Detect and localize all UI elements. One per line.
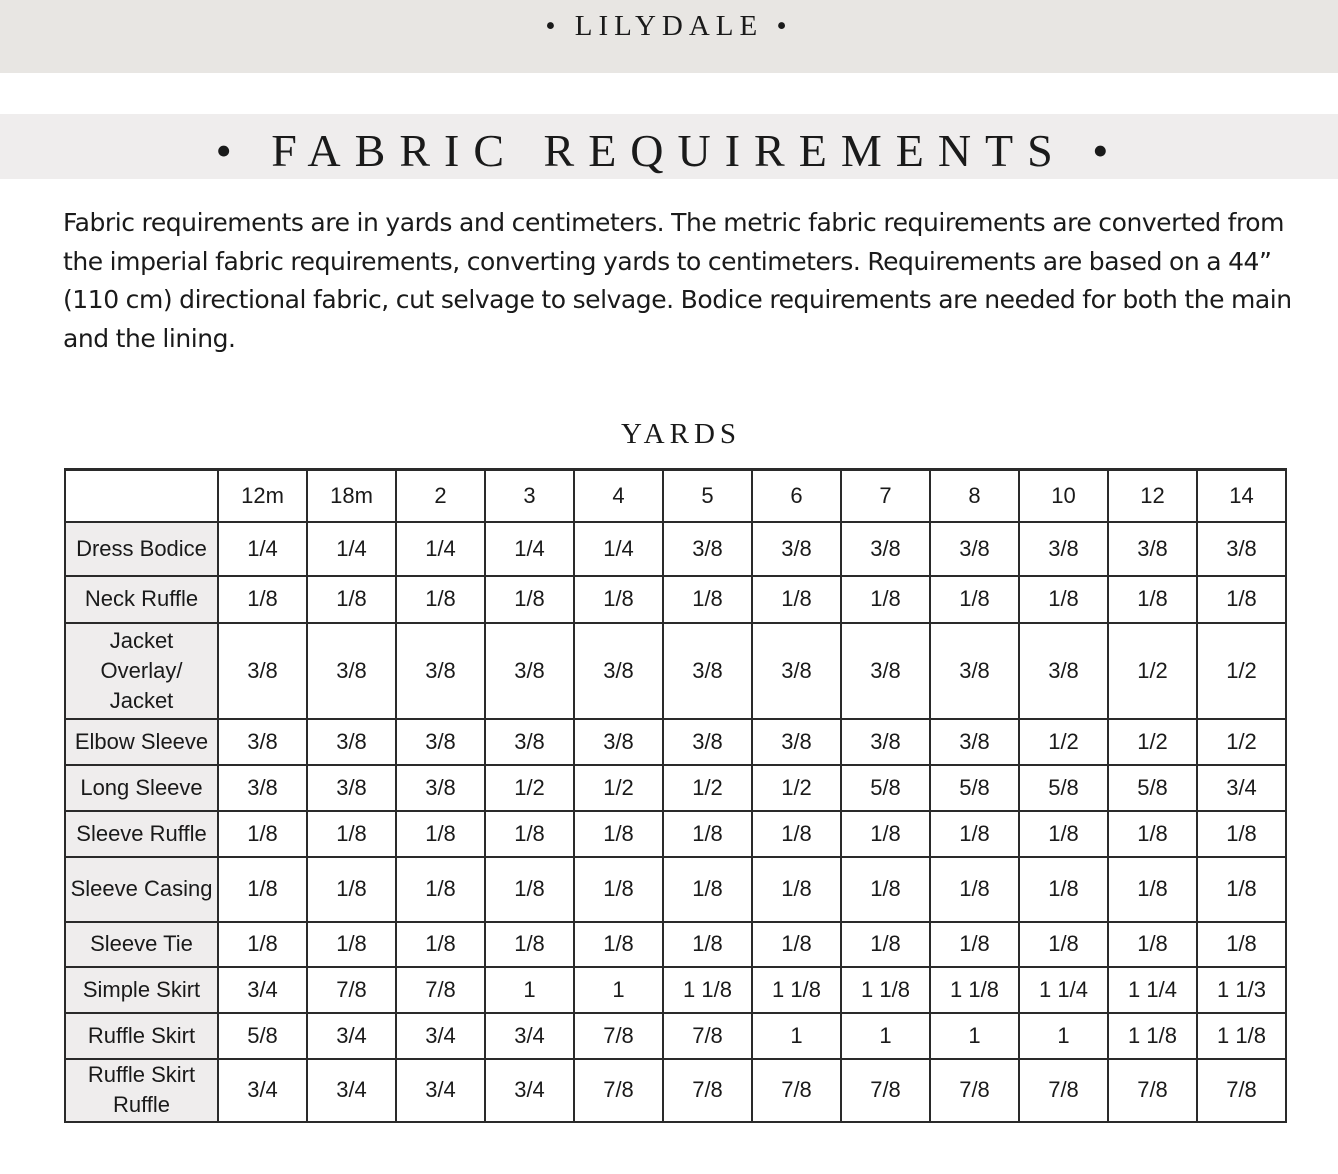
yardage-cell: 7/8 bbox=[841, 1059, 930, 1122]
yardage-cell: 1/8 bbox=[1019, 857, 1108, 922]
yardage-cell: 3/8 bbox=[930, 719, 1019, 765]
yardage-cell: 1/8 bbox=[574, 857, 663, 922]
yardage-cell: 1/8 bbox=[396, 576, 485, 623]
yardage-cell: 3/8 bbox=[396, 623, 485, 719]
yardage-cell: 1/8 bbox=[396, 922, 485, 967]
yardage-cell: 3/8 bbox=[930, 522, 1019, 576]
yardage-cell: 5/8 bbox=[1019, 765, 1108, 811]
yardage-cell: 7/8 bbox=[1108, 1059, 1197, 1122]
size-header-cell: 12m bbox=[218, 470, 307, 522]
yardage-cell: 3/4 bbox=[218, 1059, 307, 1122]
garment-piece-label: Sleeve Ruffle bbox=[65, 811, 218, 857]
yardage-cell: 1/8 bbox=[841, 922, 930, 967]
yardage-cell: 1/2 bbox=[1019, 719, 1108, 765]
yardage-cell: 3/8 bbox=[663, 623, 752, 719]
size-header-cell: 12 bbox=[1108, 470, 1197, 522]
yardage-cell: 1/4 bbox=[307, 522, 396, 576]
section-title: • FABRIC REQUIREMENTS • bbox=[215, 125, 1123, 176]
size-header-cell: 7 bbox=[841, 470, 930, 522]
size-header-cell: 3 bbox=[485, 470, 574, 522]
yardage-cell: 1/8 bbox=[396, 811, 485, 857]
yardage-cell: 1/8 bbox=[930, 857, 1019, 922]
table-row bbox=[65, 719, 1286, 765]
yardage-cell: 1/8 bbox=[218, 576, 307, 623]
table-row bbox=[65, 1013, 1286, 1059]
size-header-cell: 14 bbox=[1197, 470, 1286, 522]
size-header-row bbox=[65, 470, 1286, 522]
yardage-cell: 1 bbox=[574, 967, 663, 1013]
yardage-cell: 1/8 bbox=[841, 811, 930, 857]
garment-piece-label: Neck Ruffle bbox=[65, 576, 218, 623]
yardage-cell: 3/8 bbox=[752, 623, 841, 719]
yardage-cell: 1/8 bbox=[218, 857, 307, 922]
garment-piece-label: Sleeve Tie bbox=[65, 922, 218, 967]
size-header-cell: 4 bbox=[574, 470, 663, 522]
garment-piece-label: Simple Skirt bbox=[65, 967, 218, 1013]
yardage-cell: 7/8 bbox=[1197, 1059, 1286, 1122]
yardage-cell: 3/8 bbox=[663, 522, 752, 576]
yardage-cell: 3/8 bbox=[752, 522, 841, 576]
yardage-cell: 1/8 bbox=[930, 922, 1019, 967]
yardage-cell: 3/4 bbox=[307, 1059, 396, 1122]
yardage-cell: 1/8 bbox=[841, 857, 930, 922]
yardage-cell: 1 bbox=[930, 1013, 1019, 1059]
yardage-cell: 1 1/4 bbox=[1019, 967, 1108, 1013]
yardage-cell: 3/4 bbox=[485, 1059, 574, 1122]
garment-piece-label: Long Sleeve bbox=[65, 765, 218, 811]
yardage-cell: 1/8 bbox=[1019, 576, 1108, 623]
yardage-cell: 1/8 bbox=[930, 576, 1019, 623]
yardage-cell: 1/8 bbox=[752, 857, 841, 922]
yardage-cell: 7/8 bbox=[930, 1059, 1019, 1122]
yardage-cell: 3/8 bbox=[574, 623, 663, 719]
table-row bbox=[65, 967, 1286, 1013]
table-row bbox=[65, 522, 1286, 576]
yardage-cell: 3/4 bbox=[396, 1013, 485, 1059]
size-header-cell: 8 bbox=[930, 470, 1019, 522]
yardage-cell: 3/4 bbox=[218, 967, 307, 1013]
yardage-cell: 3/8 bbox=[1019, 623, 1108, 719]
yardage-cell: 3/8 bbox=[841, 719, 930, 765]
table-row bbox=[65, 623, 1286, 719]
yardage-cell: 1/8 bbox=[485, 811, 574, 857]
table-caption: YARDS bbox=[620, 418, 742, 450]
yardage-cell: 1/8 bbox=[218, 922, 307, 967]
yardage-cell: 3/8 bbox=[485, 623, 574, 719]
yardage-cell: 1/8 bbox=[1108, 857, 1197, 922]
yardage-cell: 1/8 bbox=[663, 576, 752, 623]
yardage-cell: 1 1/8 bbox=[930, 967, 1019, 1013]
yardage-cell: 1/8 bbox=[307, 922, 396, 967]
table-body bbox=[65, 522, 1286, 1122]
garment-piece-label: Jacket Overlay/ Jacket bbox=[65, 623, 218, 719]
yardage-cell: 1/8 bbox=[485, 576, 574, 623]
yardage-cell: 7/8 bbox=[396, 967, 485, 1013]
brand-name: • LILYDALE • bbox=[545, 10, 793, 42]
yardage-cell: 1/8 bbox=[1197, 576, 1286, 623]
yardage-cell: 3/8 bbox=[663, 719, 752, 765]
yardage-cell: 1/2 bbox=[574, 765, 663, 811]
yardage-cell: 1/8 bbox=[1019, 922, 1108, 967]
garment-piece-label: Ruffle Skirt bbox=[65, 1013, 218, 1059]
yardage-cell: 1/4 bbox=[218, 522, 307, 576]
yardage-cell: 1 1/8 bbox=[1108, 1013, 1197, 1059]
yardage-cell: 7/8 bbox=[574, 1059, 663, 1122]
yardage-cell: 1/8 bbox=[307, 576, 396, 623]
yardage-cell: 1/8 bbox=[663, 922, 752, 967]
yardage-cell: 1 1/8 bbox=[1197, 1013, 1286, 1059]
yardage-cell: 1/8 bbox=[485, 857, 574, 922]
yardage-cell: 3/8 bbox=[307, 719, 396, 765]
yardage-cell: 1 1/3 bbox=[1197, 967, 1286, 1013]
yardage-cell: 3/8 bbox=[1197, 522, 1286, 576]
yardage-cell: 7/8 bbox=[663, 1059, 752, 1122]
yardage-cell: 3/4 bbox=[1197, 765, 1286, 811]
yardage-cell: 1/8 bbox=[663, 857, 752, 922]
yardage-cell: 7/8 bbox=[307, 967, 396, 1013]
yardage-cell: 1/4 bbox=[485, 522, 574, 576]
yardage-cell: 1/8 bbox=[1197, 857, 1286, 922]
yardage-cell: 1 1/8 bbox=[752, 967, 841, 1013]
yardage-cell: 1/8 bbox=[1197, 922, 1286, 967]
garment-piece-label: Dress Bodice bbox=[65, 522, 218, 576]
yardage-cell: 3/8 bbox=[396, 765, 485, 811]
yardage-cell: 1/8 bbox=[841, 576, 930, 623]
yardage-cell: 1/2 bbox=[1197, 623, 1286, 719]
yardage-cell: 1/8 bbox=[1108, 922, 1197, 967]
size-header-cell: 6 bbox=[752, 470, 841, 522]
table-row bbox=[65, 1059, 1286, 1122]
yardage-cell: 1/8 bbox=[396, 857, 485, 922]
yardage-cell: 3/8 bbox=[218, 719, 307, 765]
yardage-cell: 1/8 bbox=[1019, 811, 1108, 857]
yardage-cell: 7/8 bbox=[574, 1013, 663, 1059]
yardage-cell: 1/8 bbox=[574, 922, 663, 967]
yardage-cell: 1/8 bbox=[307, 857, 396, 922]
yardage-cell: 5/8 bbox=[930, 765, 1019, 811]
size-header-cell: 10 bbox=[1019, 470, 1108, 522]
yardage-cell: 1/8 bbox=[1108, 576, 1197, 623]
yardage-cell: 3/4 bbox=[396, 1059, 485, 1122]
yardage-cell: 1 1/4 bbox=[1108, 967, 1197, 1013]
yardage-cell: 1/8 bbox=[485, 922, 574, 967]
yardage-cell: 3/8 bbox=[1019, 522, 1108, 576]
yardage-cell: 1/8 bbox=[574, 811, 663, 857]
table-row bbox=[65, 576, 1286, 623]
yardage-cell: 1/2 bbox=[752, 765, 841, 811]
yardage-cell: 1/2 bbox=[1108, 623, 1197, 719]
table-row bbox=[65, 922, 1286, 967]
yardage-cell: 3/8 bbox=[752, 719, 841, 765]
yardage-cell: 1 bbox=[485, 967, 574, 1013]
yardage-cell: 1/8 bbox=[752, 922, 841, 967]
yardage-cell: 3/8 bbox=[218, 623, 307, 719]
yardage-cell: 1/8 bbox=[930, 811, 1019, 857]
yardage-cell: 1/8 bbox=[663, 811, 752, 857]
size-header-cell: 2 bbox=[396, 470, 485, 522]
yardage-cell: 3/8 bbox=[307, 765, 396, 811]
yardage-cell: 1/2 bbox=[663, 765, 752, 811]
yardage-cell: 5/8 bbox=[1108, 765, 1197, 811]
yardage-cell: 1/8 bbox=[307, 811, 396, 857]
yardage-cell: 5/8 bbox=[218, 1013, 307, 1059]
garment-piece-label: Elbow Sleeve bbox=[65, 719, 218, 765]
size-header-cell: 5 bbox=[663, 470, 752, 522]
yardage-cell: 1/8 bbox=[1108, 811, 1197, 857]
yardage-cell: 3/8 bbox=[218, 765, 307, 811]
intro-paragraph: Fabric requirements are in yards and centimeters. The metric fabric requirements are converted from the imperial fabric requirements, converting yards to centimeters. Requirements are based on a 44” (110 cm) directional fabric, cut selvage to selvage. Bodice requirements are needed for both the main and the lining. bbox=[63, 208, 1292, 353]
fabric-requirements-table bbox=[64, 468, 1287, 1123]
yardage-cell: 1 bbox=[752, 1013, 841, 1059]
yardage-cell: 1/2 bbox=[485, 765, 574, 811]
yardage-cell: 1/2 bbox=[1197, 719, 1286, 765]
corner-cell bbox=[65, 470, 218, 522]
yardage-cell: 3/8 bbox=[307, 623, 396, 719]
yardage-cell: 1 1/8 bbox=[663, 967, 752, 1013]
yardage-cell: 7/8 bbox=[663, 1013, 752, 1059]
yardage-cell: 1/2 bbox=[1108, 719, 1197, 765]
yardage-cell: 3/4 bbox=[485, 1013, 574, 1059]
yardage-cell: 5/8 bbox=[841, 765, 930, 811]
yardage-cell: 1/4 bbox=[396, 522, 485, 576]
yardage-cell: 3/8 bbox=[574, 719, 663, 765]
yardage-cell: 3/8 bbox=[1108, 522, 1197, 576]
yardage-cell: 1/8 bbox=[752, 576, 841, 623]
table-row bbox=[65, 811, 1286, 857]
yardage-cell: 7/8 bbox=[752, 1059, 841, 1122]
yardage-cell: 3/8 bbox=[396, 719, 485, 765]
yardage-cell: 1/8 bbox=[218, 811, 307, 857]
yardage-cell: 1/4 bbox=[574, 522, 663, 576]
yardage-cell: 7/8 bbox=[1019, 1059, 1108, 1122]
garment-piece-label: Sleeve Casing bbox=[65, 857, 218, 922]
yardage-cell: 3/8 bbox=[841, 522, 930, 576]
size-header-cell: 18m bbox=[307, 470, 396, 522]
yardage-cell: 1/8 bbox=[1197, 811, 1286, 857]
yardage-cell: 1/8 bbox=[574, 576, 663, 623]
yardage-cell: 3/8 bbox=[930, 623, 1019, 719]
garment-piece-label: Ruffle Skirt Ruffle bbox=[65, 1059, 218, 1122]
table-row bbox=[65, 857, 1286, 922]
yardage-cell: 3/8 bbox=[485, 719, 574, 765]
yardage-cell: 3/4 bbox=[307, 1013, 396, 1059]
yardage-cell: 1 bbox=[841, 1013, 930, 1059]
table-row bbox=[65, 765, 1286, 811]
yardage-cell: 1 1/8 bbox=[841, 967, 930, 1013]
yardage-cell: 1/8 bbox=[752, 811, 841, 857]
yardage-cell: 1 bbox=[1019, 1013, 1108, 1059]
yardage-cell: 3/8 bbox=[841, 623, 930, 719]
